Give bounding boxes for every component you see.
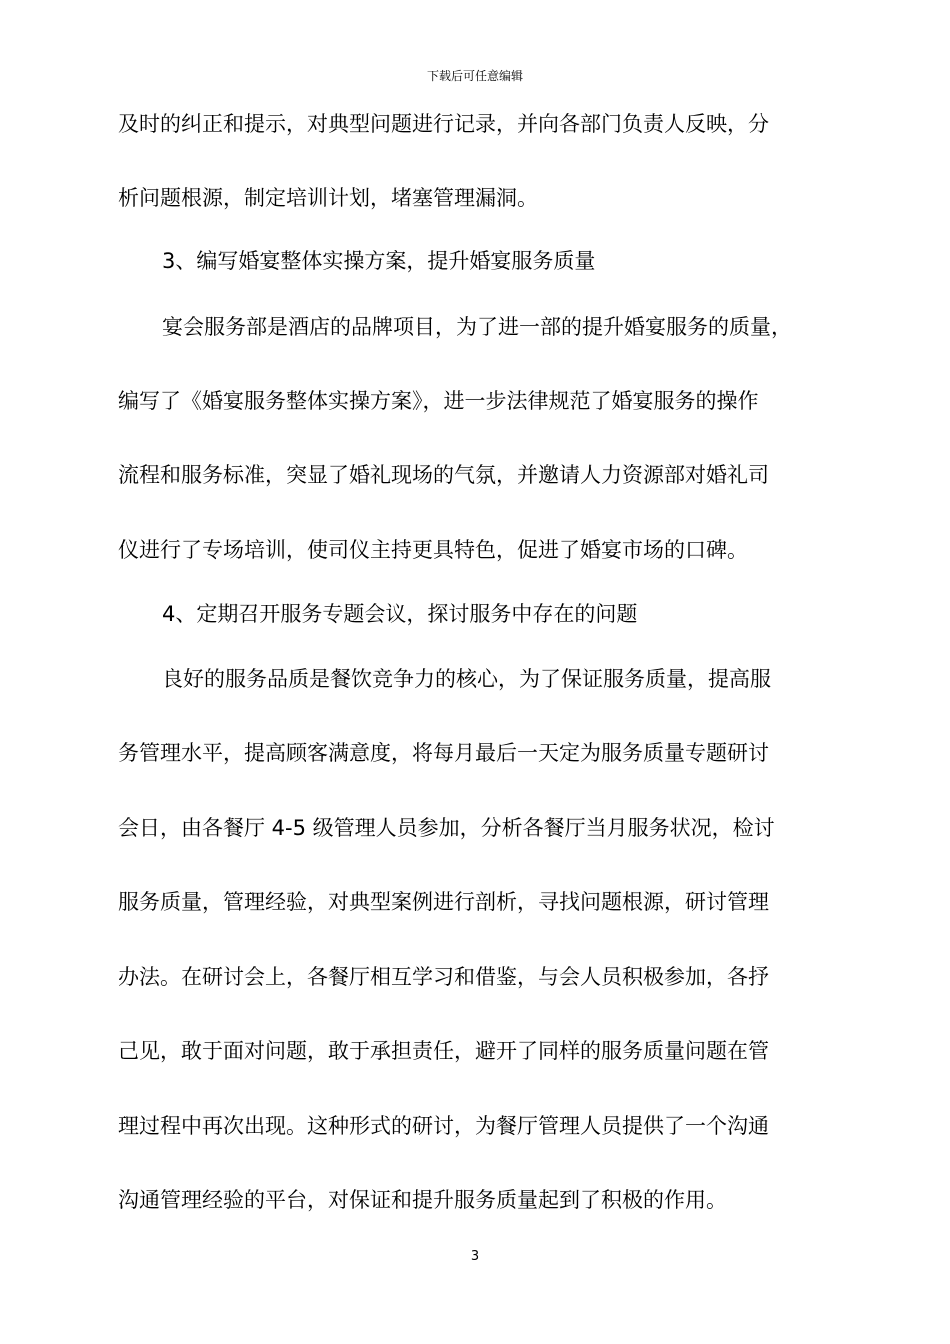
section-heading: 4、定期召开服务专题会议，探讨服务中存在的问题 xyxy=(162,602,638,626)
page-number: 3 xyxy=(470,1249,480,1264)
body-line: 沟通管理经验的平台，对保证和提升服务质量起到了积极的作用。 xyxy=(118,1188,727,1212)
body-line: 宴会服务部是酒店的品牌项目，为了进一部的提升婚宴服务的质量， xyxy=(162,315,792,339)
body-line: 服务质量，管理经验，对典型案例进行剖析，寻找问题根源，研讨管理 xyxy=(118,890,769,914)
body-line: 良好的服务品质是餐饮竞争力的核心，为了保证服务质量，提高服 xyxy=(162,667,771,691)
body-line: 会日，由各餐厅 4-5 级管理人员参加，分析各餐厅当月服务状况，检讨 xyxy=(118,816,775,840)
body-line: 流程和服务标准，突显了婚礼现场的气氛，并邀请人力资源部对婚礼司 xyxy=(118,463,769,487)
body-line: 办法。在研讨会上，各餐厅相互学习和借鉴，与会人员积极参加，各抒 xyxy=(118,965,769,989)
body-line: 析问题根源，制定培训计划，堵塞管理漏洞。 xyxy=(118,186,538,210)
section-heading: 3、编写婚宴整体实操方案，提升婚宴服务质量 xyxy=(162,249,596,273)
body-line: 编写了《婚宴服务整体实操方案》，进一步法律规范了婚宴服务的操作 xyxy=(118,389,759,413)
body-line: 己见，敢于面对问题，敢于承担责任，避开了同样的服务质量问题在管 xyxy=(118,1039,769,1063)
body-line: 务管理水平，提高顾客满意度，将每月最后一天定为服务质量专题研讨 xyxy=(118,741,769,765)
body-line: 及时的纠正和提示，对典型问题进行记录，并向各部门负责人反映，分 xyxy=(118,112,769,136)
page-header: 下载后可任意编辑 xyxy=(426,69,523,83)
body-line: 仪进行了专场培训，使司仪主持更具特色，促进了婚宴市场的口碑。 xyxy=(118,538,748,562)
body-line: 理过程中再次出现。这种形式的研讨，为餐厅管理人员提供了一个沟通 xyxy=(118,1114,769,1138)
